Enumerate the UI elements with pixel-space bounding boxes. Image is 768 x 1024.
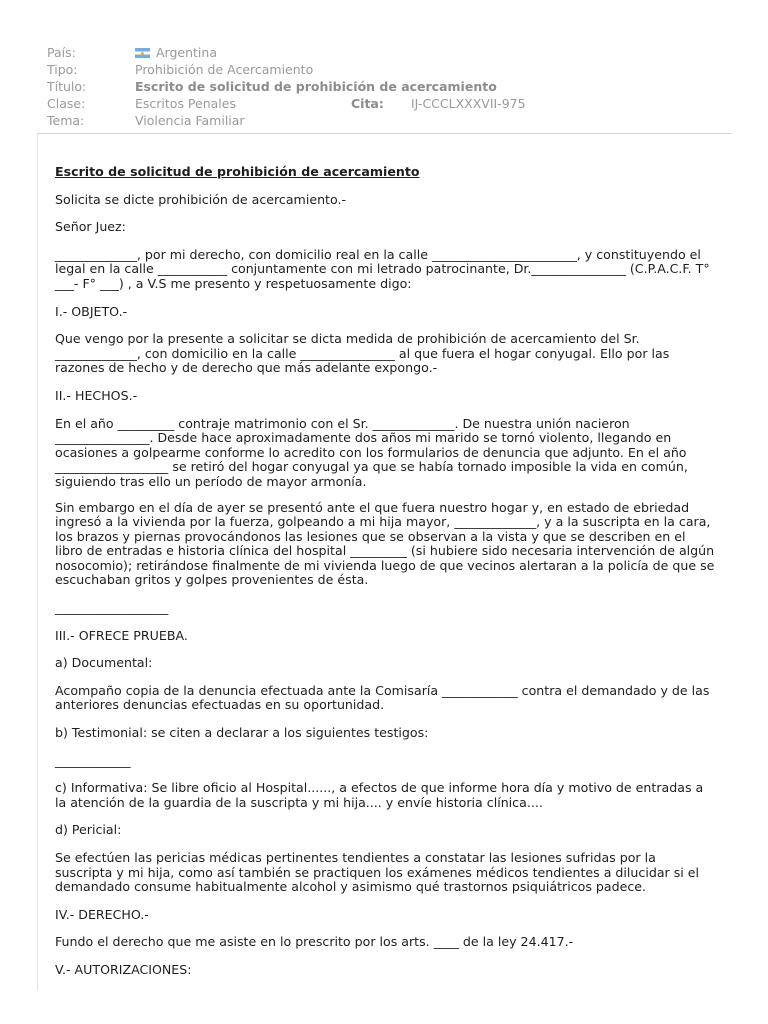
testimonial-paragraph: b) Testimonial: se citen a declarar a los siguientes testigos: xyxy=(55,725,429,741)
solicita-paragraph: Solicita se dicte prohibición de acercamiento.- xyxy=(55,191,347,207)
senor-juez-paragraph: Señor Juez: xyxy=(55,219,126,235)
autorizaciones-heading: V.- AUTORIZACIONES: xyxy=(55,961,192,977)
cita-label: Cita: xyxy=(351,96,384,111)
tema-label: Tema: xyxy=(47,113,85,128)
pais-label: País: xyxy=(47,45,76,60)
pericial-paragraph: Se efectúen las pericias médicas pertinentes tendientes a constatar las lesiones sufridas por la suscripta y mi hija, como así también se practiquen los exámenes médicos tendientes a dilucidar si el demandado consume habitualmente alcohol y asimismo qué trastornos psiquiátricos padece. xyxy=(55,850,700,895)
hechos-paragraph-1: En el año _________ contraje matrimonio con el Sr. _____________. De nuestra unión nacieron _______________. Desde hace aproximadamente dos años mi marido se tornó violento, llegando en ocasiones a golpearme conforme lo acredito con los formularios de denuncia que adjunto. En el año __________________ se retiró del hogar conyugal ya que se había tornado imposible la vida en común, siguiendo tras ello un período de mayor armonía. xyxy=(55,415,688,489)
blank-line-1: __________________ xyxy=(55,600,169,616)
informativa-paragraph: c) Informativa: Se libre oficio al Hospital......, a efectos de que informe hora día y motivo de entradas a la atención de la guardia de la suscripta y mi hija.... y envíe historia clínica.... xyxy=(55,780,704,810)
intro-paragraph: _____________, por mi derecho, con domicilio real en la calle _______________________, y constituyendo el legal en la calle ___________ conjuntamente con mi letrado patrocinante, Dr._______________ (C.P.A.C.F. T° ___- F° ___) , a V.S me presento y respetuosamente digo: xyxy=(55,246,710,291)
pais-value: Argentina xyxy=(156,45,217,60)
tipo-value: Prohibición de Acercamiento xyxy=(135,62,314,77)
clase-label: Clase: xyxy=(47,96,86,111)
document-title: Escrito de solicitud de prohibición de acercamiento xyxy=(55,164,420,179)
clase-value: Escritos Penales xyxy=(135,96,236,111)
titulo-value: Escrito de solicitud de prohibición de acercamiento xyxy=(135,79,497,94)
document-metadata-panel xyxy=(37,37,731,134)
tema-value: Violencia Familiar xyxy=(135,113,245,128)
objeto-heading: I.- OBJETO.- xyxy=(55,303,128,319)
cita-value: IJ-CCCLXXXVII-975 xyxy=(411,96,526,111)
objeto-paragraph: Que vengo por la presente a solicitar se dicta medida de prohibición de acercamiento del Sr. _____________, con domicilio en la calle _______________ al que fuera el hogar conyugal. Ello por las razones de hecho y de derecho que más adelante expongo.- xyxy=(55,331,670,376)
document-body xyxy=(55,165,715,978)
argentina-flag-icon xyxy=(135,48,150,58)
documental-paragraph: Acompaño copia de la denuncia efectuada ante la Comisaría ____________ contra el demandado y de las anteriores denuncias efectuadas en su oportunidad. xyxy=(55,682,710,713)
documental-heading: a) Documental: xyxy=(55,655,153,671)
pericial-heading: d) Pericial: xyxy=(55,822,122,838)
blank-line-2: ____________ xyxy=(55,752,131,768)
pais-value-wrap xyxy=(135,45,217,61)
tipo-label: Tipo: xyxy=(47,62,78,77)
titulo-label: Título: xyxy=(47,79,87,94)
hechos-heading: II.- HECHOS.- xyxy=(55,387,138,403)
hechos-paragraph-2: Sin embargo en el día de ayer se presentó ante el que fuera nuestro hogar y, en estado de ebriedad ingresó a la vivienda por la fuerza, golpeando a mi hija mayor, _____________, y a la suscripta en la cara, los brazos y piernas provocándonos las lesiones que se observan a la vista y que se describen en el libro de entradas e historia clínica del hospital _________ (si hubiere sido necesaria intervención de algún nosocomio); retirándose finalmente de mi vivienda luego de que vecinos alertaran a la policía de que se escuchaban gritos y golpes provenientes de ésta. xyxy=(55,499,715,588)
derecho-heading: IV.- DERECHO.- xyxy=(55,906,149,922)
prueba-heading: III.- OFRECE PRUEBA. xyxy=(55,627,188,643)
derecho-paragraph: Fundo el derecho que me asiste en lo prescrito por los arts. ____ de la ley 24.417.- xyxy=(55,934,574,950)
